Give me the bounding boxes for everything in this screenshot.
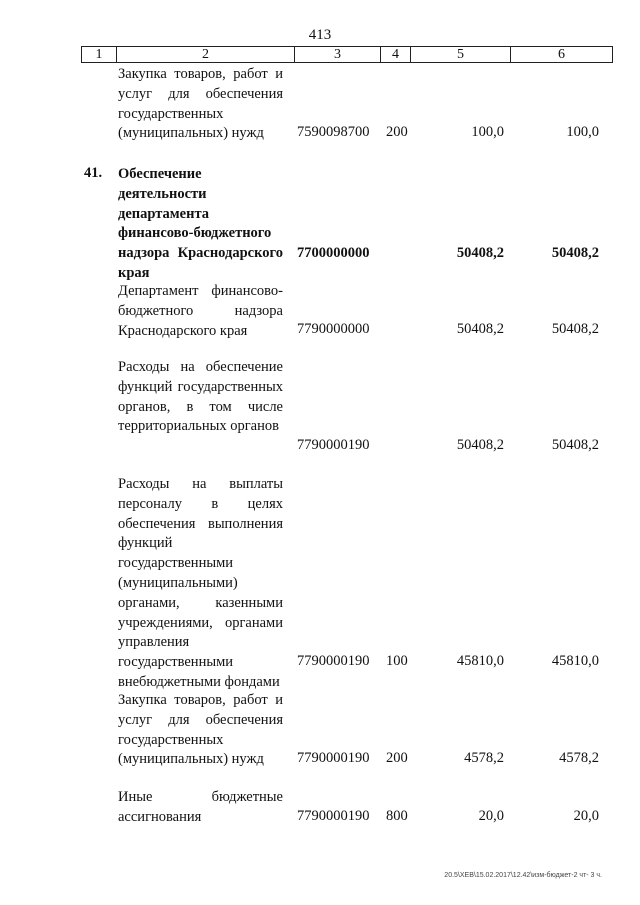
row-name: Расходы на обеспечение функций государственных органов, в том числе территориальных органов — [118, 359, 283, 435]
row-code: 7790000000 — [297, 321, 370, 337]
row-code: 7790000190 — [297, 653, 370, 669]
header-col-5: 5 — [411, 47, 511, 62]
table-header-row — [81, 46, 613, 63]
row-code: 7790000190 — [297, 750, 370, 766]
row-value-col5: 45810,0 — [456, 653, 504, 669]
header-col-3: 3 — [295, 47, 381, 62]
row-number: 41. — [84, 165, 103, 181]
row-value-col6: 50408,2 — [551, 245, 599, 261]
row-expense-type: 800 — [386, 808, 408, 824]
row-value-col6: 20,0 — [573, 808, 599, 824]
row-name: Закупка товаров, работ и услуг для обеспечения государственных (муниципальных) нужд — [118, 66, 283, 142]
row-value-col5: 20,0 — [478, 808, 504, 824]
row-expense-type: 200 — [386, 750, 408, 766]
row-code: 7790000190 — [297, 437, 370, 453]
row-value-col5: 4578,2 — [464, 750, 504, 766]
header-col-6: 6 — [558, 47, 565, 62]
row-name: Иные бюджетные ассигнования — [118, 789, 283, 825]
row-value-col5: 100,0 — [471, 124, 504, 140]
row-value-col6: 100,0 — [566, 124, 599, 140]
page-number: 413 — [308, 27, 332, 43]
footer-file-stamp: 20.5\ХЕВ\15.02.2017\12.42\изм-бюджет-2 чт- 3 ч. — [444, 872, 602, 879]
row-value-col5: 50408,2 — [456, 321, 504, 337]
row-name: Департамент финансово-бюджетного надзора Краснодарского края — [118, 283, 283, 339]
row-name: Закупка товаров, работ и услуг для обеспечения государственных (муниципальных) нужд — [118, 692, 283, 768]
row-value-col6: 4578,2 — [559, 750, 599, 766]
header-col-1: 1 — [82, 47, 117, 62]
row-code: 7790000190 — [297, 808, 370, 824]
row-name: Расходы на выплаты персоналу в целях обеспечения выполнения функций государственными (муниципальными) органами, казенными учреждениями, органами управления государственными внебюджетными фондами — [118, 476, 283, 690]
row-value-col6: 45810,0 — [551, 653, 599, 669]
row-value-col6: 50408,2 — [551, 437, 599, 453]
row-expense-type: 100 — [386, 653, 408, 669]
row-value-col6: 50408,2 — [551, 321, 599, 337]
row-name: Обеспечение деятельности департамента финансово-бюджетного надзора Краснодарского края — [118, 166, 283, 281]
header-col-4: 4 — [381, 47, 411, 62]
row-code: 7700000000 — [297, 245, 370, 261]
row-value-col5: 50408,2 — [456, 245, 504, 261]
row-value-col5: 50408,2 — [456, 437, 504, 453]
row-expense-type: 200 — [386, 124, 408, 140]
header-col-2: 2 — [117, 47, 295, 62]
row-code: 7590098700 — [297, 124, 370, 140]
